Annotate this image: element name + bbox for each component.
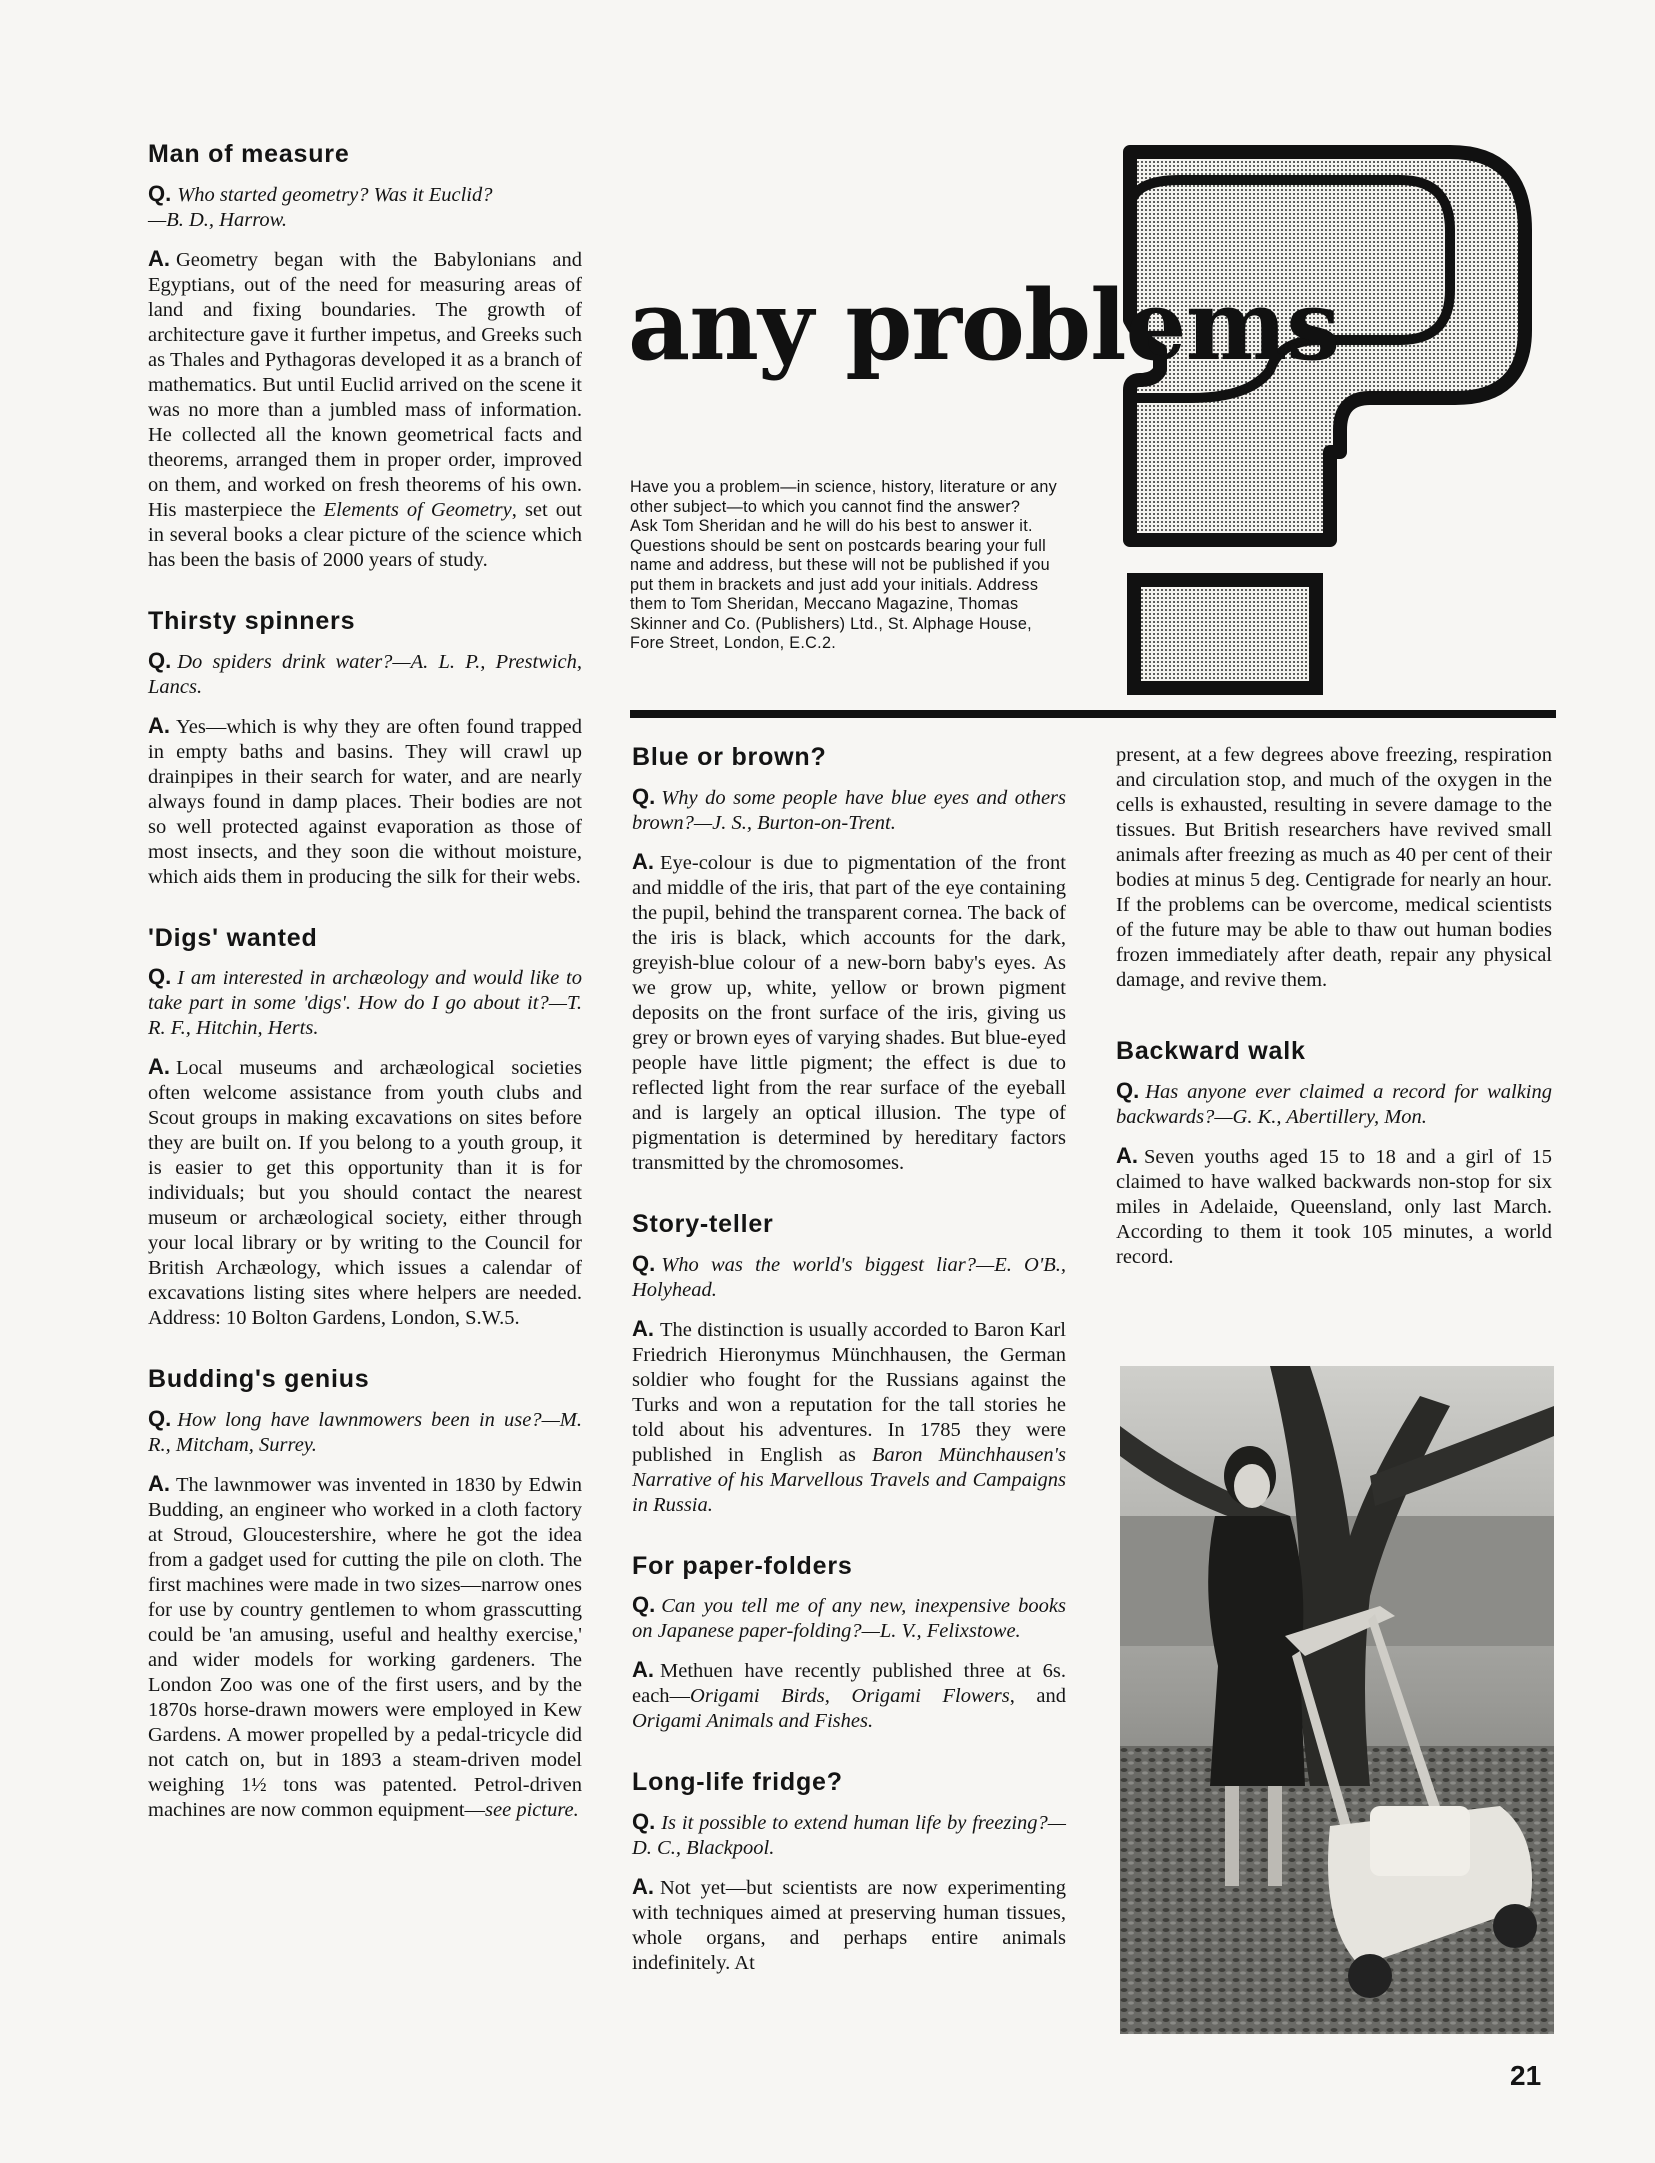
answer-text: Yes—which is why they are often found trapped in empty baths and basins. They will crawl up drainpipes in their search for water, and are nearly always found in damp places. Their bodies are not so well protected against evaporation as those of most insects, and they soon die without moisture, which aids them in producing the silk for their webs. [148,715,582,888]
intro-box [630,478,1068,654]
article-long-life-fridge-continued [1116,743,1552,993]
question-text: Do spiders drink water?—A. L. P., Prestwich, Lancs. [148,650,582,698]
intro-paragraph: Ask Tom Sheridan and he will do his best to answer it. Questions should be sent on postcards bearing your full name and address, but these will not be published if you put them in brackets and just add your initials. Address them to Tom Sheridan, Meccano Magazine, Thomas Skinner and Co. (Publishers) Ltd., St. Alphage House, Fore Street, London, E.C.2. [630,517,1050,652]
q-marker: Q. [632,783,656,809]
question [148,1406,582,1458]
question [632,1592,1066,1644]
article-buddings-genius [148,1365,582,1823]
question [632,784,1066,836]
q-marker: Q. [1116,1077,1140,1103]
answer [632,1657,1066,1734]
question-text: Has anyone ever claimed a record for walking backwards?—G. K., Abertillery, Mon. [1116,1080,1552,1128]
q-marker: Q. [632,1809,656,1834]
q-marker: Q. [148,964,172,990]
answer-text: , and [1009,1685,1066,1708]
answer [632,1316,1066,1518]
question [148,181,582,233]
question [632,1251,1066,1303]
q-marker: Q. [148,1406,172,1431]
a-marker: A. [148,712,170,738]
a-marker: A. [148,245,170,271]
column-3 [1116,743,1552,1304]
answer [632,849,1066,1176]
page-number: 21 [1510,2060,1542,2091]
column-2 [632,743,1066,2010]
answer-text: The distinction is usually accorded to Baron Karl Friedrich Hieronymus Münchhausen, the German soldier who fought for the Russians against the Turks and won a reputation for the tall stories he told about his adventures. In 1785 they were published in English as [632,1318,1066,1466]
article-heading: 'Digs' wanted [148,923,318,952]
answer-text: , set out in several books a clear picture of the science which has been the basis of 2000 years of study. [148,498,583,571]
question-mark-graphic [1120,140,1540,700]
q-marker: Q. [148,647,172,673]
a-marker: A. [632,1874,654,1899]
answer-text: Local museums and archæological societies often welcome assistance from youth clubs and Scout groups in making excavations on sites before they are built on. If you belong to a youth group, it is easier to get this opportunity than it is for individuals; but you should contact the nearest museum or archæological society, either through your local library or by writing to the Council for British Archæology, which issues a calendar of excavations listing sites where helpers are needed. Address: 10 Bolton Gardens, London, S.W.5. [148,1057,582,1330]
q-marker: Q. [632,1592,656,1618]
answer-emphasis: Baron Münchhausen's Narrative of his Marvellous Travels and Campaigns in Russia. [632,1443,1066,1516]
divider-rule [630,710,1556,718]
woman-with-lawnmower-photo [1120,1366,1554,2034]
intro-paragraph: Have you a problem—in science, history, literature or any other subject—to which you cannot find the answer? [630,478,1058,516]
a-marker: A. [632,1315,654,1341]
answer-text: Methuen have recently published three at 6s. each— [632,1660,1066,1708]
answer [148,1471,582,1823]
article-paper-folders [632,1552,1066,1735]
article-blue-or-brown [632,743,1066,1176]
a-marker: A. [148,1054,170,1080]
answer [148,1054,582,1331]
article-backward-walk [1116,1037,1552,1270]
article-heading: Blue or brown? [632,743,827,771]
answer-emphasis: Origami Animals and Fishes. [632,1710,874,1733]
answer-text: Not yet—but scientists are now experimenting with techniques aimed at preserving human tissues, whole organs, and perhaps entire animals indefinitely. At [632,1877,1066,1974]
article-heading: Story-teller [632,1209,774,1238]
article-heading: For paper-folders [632,1551,853,1580]
question-text: Who was the world's biggest liar?—E. O'B., Holyhead. [632,1253,1066,1301]
answer-text: Eye-colour is due to pigmentation of the front and middle of the iris, that part of the eye containing the pupil, behind the transparent cornea. The back of the iris is black, which accounts for the dark, greyish-blue colour of a new-born baby's eyes. As we grow up, white, yellow or brown pigment deposits on the front surface of the iris, giving us grey or brown eyes of varying shades. But blue-eyed people have little pigment; the effect is due to reflected light from the rear surface of the eyeball and is largely an optical illusion. The type of pigmentation is determined by hereditary factors transmitted by the chromosomes. [632,851,1066,1174]
question [632,1809,1066,1861]
article-heading: Thirsty spinners [148,606,356,635]
article-story-teller [632,1210,1066,1518]
answer-text: Geometry began with the Babylonians and Egyptians, out of the need for measuring areas of land and fixing boundaries. The growth of architecture gave it further impetus, and Greeks such as Thales and Pythagoras developed it as a branch of mathematics. But until Euclid arrived on the scene it was no more than a jumbled mass of information. He collected all the known geometrical facts and theorems, arranged them in proper order, improved on them, and worked on fresh theorems of his own. His masterpiece the [148,248,582,521]
q-marker: Q. [148,180,172,206]
column-1 [148,140,582,1857]
answer-text: The lawnmower was invented in 1830 by Edwin Budding, an engineer who worked in a cloth factory at Stroud, Gloucestershire, where he got the idea from a gadget used for cutting the pile on cloth. The first machines were made in two sizes—narrow ones for use by country gentlemen to whom grasscutting could be 'an amusing, useful and healthy exercise,' and wider models for working gardeners. The London Zoo was one of the first users, and by the 1870s horse-drawn mowers were employed in Kew Gardens. A mower propelled by a pedal-tricycle did not catch on, but in 1893 a steam-driven model weighing 1½ tons was patented. Petrol-driven machines are now common equipment— [148,1474,582,1821]
answer [148,713,582,890]
answer-emphasis: Elements of Geometry [323,498,512,521]
answer-continued: present, at a few degrees above freezing, respiration and circulation stop, and much of the oxygen in the cells is exhausted, resulting in severe damage to the tissues. But British researchers have revived small animals after freezing as much as 40 per cent of their bodies at minus 5 deg. Centigrade for nearly an hour. If the problems can be overcome, medical scientists of the future may be able to thaw out human bodies frozen immediately after death, repair any physical damage, and revive them. [1116,744,1552,991]
answer [1116,1143,1552,1270]
q-marker: Q. [632,1250,656,1276]
question-text: Is it possible to extend human life by freezing?—D. C., Blackpool. [632,1812,1066,1859]
answer [148,246,582,573]
answer-emphasis: see picture. [485,1799,579,1821]
article-digs-wanted [148,924,582,1332]
article-heading: Long-life fridge? [632,1768,843,1797]
answer-emphasis: Origami Birds, Origami Flowers [690,1685,1010,1708]
question-text: Who started geometry? Was it Euclid? [177,183,493,206]
a-marker: A. [1116,1142,1138,1168]
article-heading: Man of measure [148,140,350,168]
question-text: Can you tell me of any new, inexpensive books on Japanese paper-folding?—L. V., Felixstowe. [632,1595,1066,1643]
question [1116,1078,1552,1130]
question-text: I am interested in archæology and would like to take part in some 'digs'. How do I go about it?—T. R. F., Hitchin, Herts. [148,967,582,1040]
question-text: Why do some people have blue eyes and others brown?—J. S., Burton-on-Trent. [632,786,1066,834]
question-text: How long have lawnmowers been in use?—M. R., Mitcham, Surrey. [148,1409,582,1456]
question [148,648,582,700]
a-marker: A. [632,848,654,874]
page-title: any problems [628,269,1340,382]
a-marker: A. [148,1471,170,1496]
questioner: —B. D., Harrow. [148,208,287,231]
answer [632,1874,1066,1976]
answer-text: Seven youths aged 15 to 18 and a girl of 15 claimed to have walked backwards non-stop for six miles in Adelaide, Queensland, only last March. According to them it took 105 minutes, a world record. [1116,1145,1552,1268]
article-man-of-measure [148,140,582,573]
article-long-life-fridge [632,1768,1066,1976]
article-thirsty-spinners [148,607,582,890]
question [148,964,582,1041]
article-heading: Budding's genius [148,1365,370,1394]
article-heading: Backward walk [1116,1037,1306,1065]
a-marker: A. [632,1657,654,1683]
